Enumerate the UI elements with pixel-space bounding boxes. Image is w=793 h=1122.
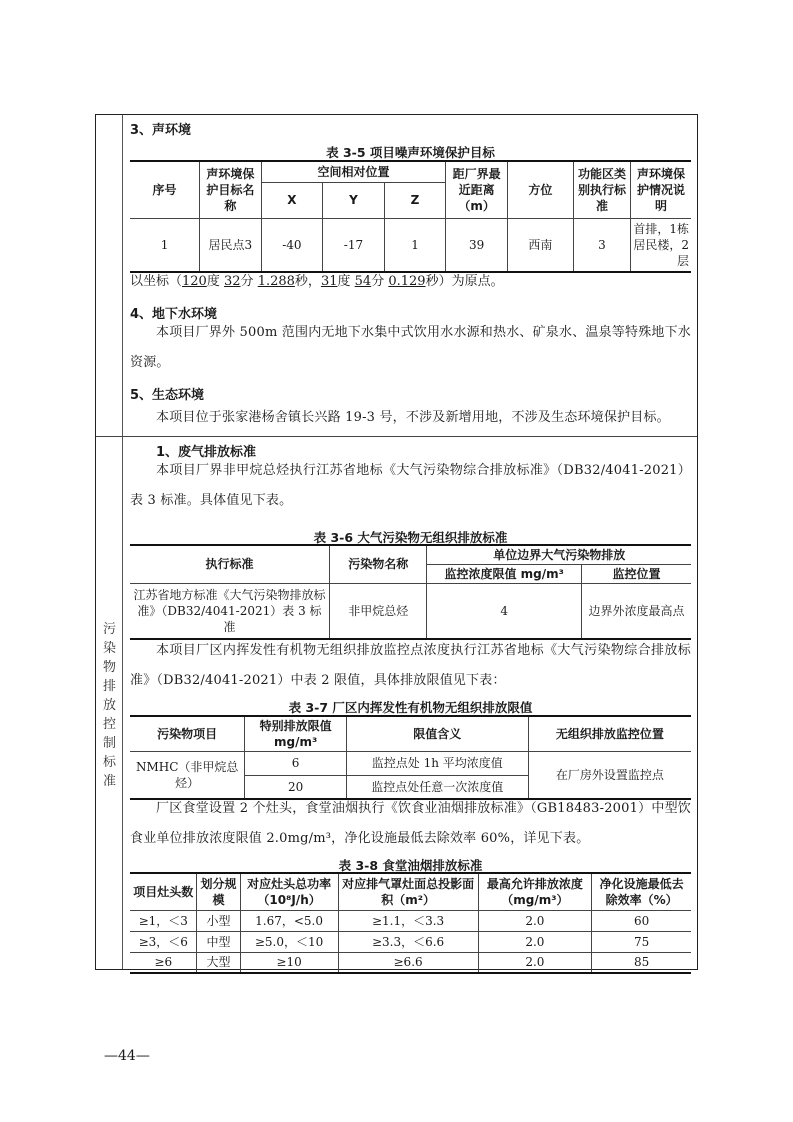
cell-standard: 江苏省地方标准《大气污染物排放标准》（DB32/4041-2021）表 3 标准 — [130, 583, 329, 639]
cell-location: 在厂房外设置监控点 — [528, 751, 691, 799]
cell: ≥6.6 — [338, 952, 478, 973]
section-heading-noise: 3、声环境 — [130, 123, 192, 138]
header-col-0: 项目灶头数 — [130, 873, 197, 910]
header-target-name: 声环境保护目标名称 — [200, 161, 262, 218]
cell-desc: 首排，1栋居民楼，2层 — [630, 218, 691, 272]
cell-zone: 3 — [573, 218, 630, 272]
header-distance: 距厂界最近距离（m） — [446, 161, 508, 218]
table-3-5 — [130, 160, 691, 273]
table-row — [130, 952, 691, 973]
header-y: Y — [323, 182, 385, 218]
header-seq: 序号 — [130, 161, 200, 218]
cell-limit: 4 — [427, 583, 581, 639]
header-special-limit: 特别排放限值 mg/m³ — [245, 716, 346, 751]
cell-item: NMHC（非甲烷总烃） — [130, 751, 245, 799]
cell-distance: 39 — [446, 218, 508, 272]
cell: ≥1，＜3 — [130, 910, 197, 931]
cell-seq: 1 — [130, 218, 200, 272]
header-pollutant: 污染物名称 — [329, 545, 427, 583]
header-meaning: 限值含义 — [346, 716, 528, 751]
cell: 大型 — [197, 952, 240, 973]
cell: ≥6 — [130, 952, 197, 973]
header-col-2: 对应灶头总功率（10⁸J/h） — [240, 873, 338, 910]
page-number: —44— — [104, 1048, 150, 1064]
cell: ≥10 — [240, 952, 338, 973]
table-3-8 — [130, 872, 691, 974]
table-3-6-caption: 表 3-6 大气污染物无组织排放标准 — [313, 530, 508, 545]
header-location: 监控位置 — [581, 564, 691, 583]
cell-pollutant: 非甲烷总烃 — [329, 583, 427, 639]
left-label-column — [96, 115, 123, 969]
table-row — [130, 218, 691, 272]
cell: 85 — [592, 952, 691, 973]
cell: 2.0 — [478, 952, 592, 973]
cell: 75 — [592, 931, 691, 952]
cell-x: -40 — [261, 218, 323, 272]
header-zone-standard: 功能区类别执行标准 — [573, 161, 630, 218]
header-spatial-position: 空间相对位置 — [261, 161, 446, 182]
table-3-8-caption: 表 3-8 食堂油烟排放标准 — [338, 858, 483, 873]
cell-name: 居民点3 — [200, 218, 262, 272]
cell: 小型 — [197, 910, 240, 931]
cell: ≥5.0，＜10 — [240, 931, 338, 952]
header-protection-desc: 声环境保护情况说明 — [630, 161, 691, 218]
cell-z: 1 — [384, 218, 446, 272]
table-3-7-caption: 表 3-7 厂区内挥发性有机物无组织排放限值 — [288, 700, 533, 715]
page-frame — [95, 114, 698, 970]
groundwater-text: 本项目厂界外 500m 范围内无地下水集中式饮用水水源和热水、矿泉水、温泉等特殊地下水资源。 — [130, 325, 692, 370]
header-z: Z — [384, 182, 446, 218]
header-item: 污染物项目 — [130, 716, 245, 751]
cell-limit: 6 — [245, 751, 346, 775]
exhaust-intro: 本项目厂界非甲烷总烃执行江苏省地标《大气污染物综合排放标准》（DB32/4041-2021）表 3 标准。具体值见下表。 — [130, 463, 691, 508]
header-direction: 方位 — [507, 161, 573, 218]
header-monitor-location: 无组织排放监控位置 — [528, 716, 691, 751]
header-limit: 监控浓度限值 mg/m³ — [427, 564, 581, 583]
table-row — [130, 751, 691, 775]
cell-y: -17 — [323, 218, 385, 272]
header-boundary-emission: 单位边界大气污染物排放 — [427, 545, 691, 564]
ecology-text: 本项目位于张家港杨舍镇长兴路 19-3 号，不涉及新增用地，不涉及生态环境保护目标。 — [156, 410, 670, 425]
table-row — [130, 910, 691, 931]
canteen-paragraph: 厂区食堂设置 2 个灶头，食堂油烟执行《饮食业油烟排放标准》（GB18483-2001）中型饮食业单位排放浓度限值 2.0mg/m³，净化设施最低去除效率 60%，详见下表。 — [130, 801, 691, 846]
cell-direction: 西南 — [507, 218, 573, 272]
cell: 2.0 — [478, 910, 592, 931]
cell-meaning: 监控点处 1h 平均浓度值 — [346, 751, 528, 775]
table-3-6 — [130, 544, 691, 640]
cell: ≥3，＜6 — [130, 931, 197, 952]
section-heading-groundwater: 4、地下水环境 — [130, 307, 218, 322]
cell: 1.67，<5.0 — [240, 910, 338, 931]
row-divider — [96, 436, 697, 437]
cell: 60 — [592, 910, 691, 931]
cell-limit: 20 — [245, 775, 346, 799]
table-3-7 — [130, 715, 691, 800]
cell: ≥3.3，＜6.6 — [338, 931, 478, 952]
cell-location: 边界外浓度最高点 — [581, 583, 691, 639]
section-heading-exhaust: 1、废气排放标准 — [156, 445, 257, 460]
vocs-paragraph: 本项目厂区内挥发性有机物无组织排放监控点浓度执行江苏省地标《大气污染物综合排放标准》（DB32/4041-2021）中表 2 限值，具体排放限值见下表： — [130, 643, 691, 688]
header-col-1: 划分规模 — [197, 873, 240, 910]
table-row — [130, 583, 691, 639]
header-x: X — [261, 182, 323, 218]
header-col-5: 净化设施最低去除效率（%） — [592, 873, 691, 910]
header-col-3: 对应排气罩灶面总投影面积（m²） — [338, 873, 478, 910]
header-col-4: 最高允许排放浓度（mg/m³） — [478, 873, 592, 910]
left-label-emission-standard: 污 染 物 排 放 控 制 标 准 — [102, 622, 116, 789]
cell-meaning: 监控点处任意一次浓度值 — [346, 775, 528, 799]
origin-note: 以坐标（120度 32分 1.288秒，31度 54分 0.129秒）为原点。 — [130, 274, 504, 289]
section-heading-ecology: 5、生态环境 — [130, 388, 205, 403]
cell: ≥1.1，＜3.3 — [338, 910, 478, 931]
cell: 2.0 — [478, 931, 592, 952]
cell: 中型 — [197, 931, 240, 952]
table-row — [130, 931, 691, 952]
table-3-5-caption: 表 3-5 项目噪声环境保护目标 — [326, 145, 495, 160]
header-standard: 执行标准 — [130, 545, 329, 583]
